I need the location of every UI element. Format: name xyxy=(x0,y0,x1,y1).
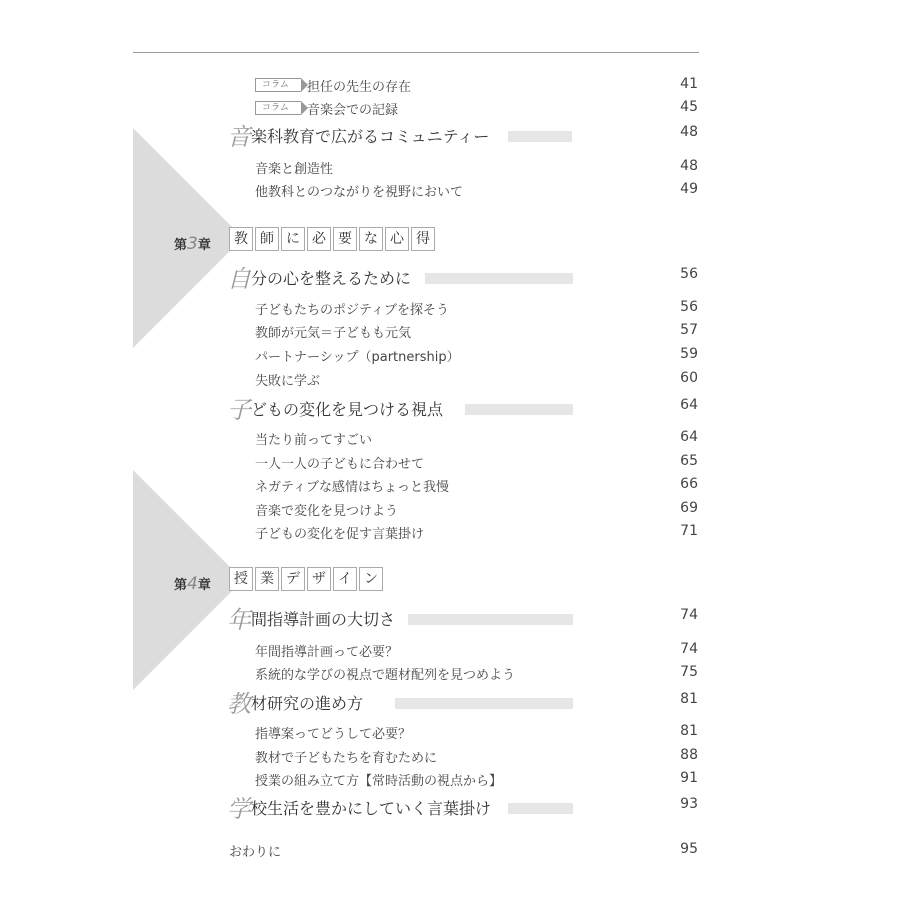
toc-entry-afterword[interactable] xyxy=(0,838,900,862)
page-number: 95 xyxy=(680,841,698,857)
decorative-bar xyxy=(395,698,573,709)
decorative-bar xyxy=(408,614,573,625)
entry-title: 年間指導計画って必要？ xyxy=(255,645,399,660)
chapter-prefix: 第 xyxy=(174,578,188,593)
decorative-bar xyxy=(508,803,573,814)
section-title: 分の心を整えるために xyxy=(251,269,412,288)
page-number: 59 xyxy=(680,346,698,362)
page-number: 64 xyxy=(680,397,698,413)
toc-entry[interactable] xyxy=(0,450,900,472)
toc-section-heading[interactable] xyxy=(0,117,900,151)
entry-title: 音楽会での記録 xyxy=(307,103,399,118)
page-number: 71 xyxy=(680,523,698,539)
toc-entry[interactable] xyxy=(0,319,900,341)
chapter-title-char: 授 xyxy=(229,567,253,591)
section-initial: 子 xyxy=(227,396,251,424)
toc-section-heading[interactable] xyxy=(0,390,900,424)
page-number: 91 xyxy=(680,770,698,786)
entry-title: 当たり前ってすごい xyxy=(255,433,373,448)
toc-section-heading[interactable] xyxy=(0,789,900,823)
page-number: 74 xyxy=(680,641,698,657)
chapter-title-char: イ xyxy=(333,567,357,591)
chapter-title-char: 心 xyxy=(385,227,409,251)
toc-column-entry[interactable] xyxy=(0,96,900,118)
toc-entry[interactable] xyxy=(0,497,900,519)
chapter-title-char: ザ xyxy=(307,567,331,591)
page-number: 75 xyxy=(680,664,698,680)
toc-entry[interactable] xyxy=(0,178,900,200)
toc-entry[interactable] xyxy=(0,155,900,177)
entry-title: 子どもの変化を促す言葉掛け xyxy=(255,527,425,542)
page-number: 74 xyxy=(680,607,698,623)
entry-title: 担任の先生の存在 xyxy=(307,80,412,95)
chapter-title-tiles xyxy=(229,227,437,251)
entry-title: 子どもたちのポジティブを探そう xyxy=(255,303,449,318)
page-number: 66 xyxy=(680,476,698,492)
toc-entry[interactable] xyxy=(0,720,900,742)
section-initial: 教 xyxy=(227,690,251,718)
toc-entry[interactable] xyxy=(0,426,900,448)
chapter-title-char: 必 xyxy=(307,227,331,251)
entry-title: 音楽と創造性 xyxy=(255,162,334,177)
page-number: 81 xyxy=(680,691,698,707)
page-number: 56 xyxy=(680,266,698,282)
toc-entry[interactable] xyxy=(0,744,900,766)
toc-section-heading[interactable] xyxy=(0,259,900,293)
toc-entry[interactable] xyxy=(0,296,900,318)
chapter-heading[interactable] xyxy=(0,226,900,256)
page-number: 48 xyxy=(680,124,698,140)
page-number: 45 xyxy=(680,99,698,115)
top-rule xyxy=(133,52,699,53)
chapter-title-char: デ xyxy=(281,567,305,591)
chapter-prefix: 第 xyxy=(174,238,188,253)
entry-title: 教材で子どもたちを育むために xyxy=(255,751,438,766)
chapter-title-char: 師 xyxy=(255,227,279,251)
entry-title: 教師が元気＝子どもも元気 xyxy=(255,326,412,341)
entry-title: 授業の組み立て方【常時活動の視点から】 xyxy=(255,774,503,789)
entry-title: 音楽で変化を見つけよう xyxy=(255,504,399,519)
chapter-heading[interactable] xyxy=(0,566,900,596)
chapter-digit: 3 xyxy=(187,234,198,254)
chapter-number xyxy=(174,234,211,254)
section-title: 間指導計画の大切さ xyxy=(251,610,396,629)
column-badge: コラム xyxy=(255,78,301,92)
page-number: 88 xyxy=(680,747,698,763)
toc-entry[interactable] xyxy=(0,638,900,660)
chapter-suffix: 章 xyxy=(197,578,211,593)
page-number: 93 xyxy=(680,796,698,812)
page-number: 81 xyxy=(680,723,698,739)
entry-title: 失敗に学ぶ xyxy=(255,374,321,389)
section-title: 校生活を豊かにしていく言葉掛け xyxy=(251,799,492,818)
entry-title: 他教科とのつながりを視野において xyxy=(255,185,464,200)
page-number: 48 xyxy=(680,158,698,174)
page-number: 56 xyxy=(680,299,698,315)
toc-entry[interactable] xyxy=(0,343,900,365)
decorative-bar xyxy=(465,404,573,415)
toc-entry[interactable] xyxy=(0,767,900,789)
entry-title: 指導案ってどうして必要？ xyxy=(255,727,412,742)
entry-title: ネガティブな感情はちょっと我慢 xyxy=(255,480,449,495)
column-badge: コラム xyxy=(255,101,301,115)
entry-title: 一人一人の子どもに合わせて xyxy=(255,457,425,472)
entry-title: パートナーシップ（partnership） xyxy=(255,350,460,365)
toc-section-heading[interactable] xyxy=(0,684,900,718)
chapter-title-char: な xyxy=(359,227,383,251)
chapter-title-char: 得 xyxy=(411,227,435,251)
section-title: どもの変化を見つける視点 xyxy=(251,400,444,419)
toc-section-heading[interactable] xyxy=(0,600,900,634)
entry-title: 系統的な学びの視点で題材配列を見つめよう xyxy=(255,668,516,683)
chapter-title-char: に xyxy=(281,227,305,251)
chapter-digit: 4 xyxy=(187,574,198,594)
section-initial: 年 xyxy=(227,606,251,634)
chapter-title-char: 業 xyxy=(255,567,279,591)
toc-entry[interactable] xyxy=(0,520,900,542)
page-number: 57 xyxy=(680,322,698,338)
toc-entry[interactable] xyxy=(0,661,900,683)
decorative-bar xyxy=(508,131,572,142)
page-number: 64 xyxy=(680,429,698,445)
page-number: 41 xyxy=(680,76,698,92)
section-title: 楽科教育で広がるコミュニティー xyxy=(251,127,490,146)
entry-title: おわりに xyxy=(229,845,282,860)
chapter-suffix: 章 xyxy=(197,238,211,253)
page-number: 65 xyxy=(680,453,698,469)
chapter-title-tiles xyxy=(229,567,385,591)
toc-column-entry[interactable] xyxy=(0,73,900,95)
decorative-bar xyxy=(425,273,573,284)
page-number: 60 xyxy=(680,370,698,386)
toc-entry[interactable] xyxy=(0,367,900,389)
chapter-title-char: ン xyxy=(359,567,383,591)
section-initial: 学 xyxy=(227,795,251,823)
chapter-title-char: 教 xyxy=(229,227,253,251)
section-initial: 自 xyxy=(227,265,251,293)
page-number: 69 xyxy=(680,500,698,516)
section-title: 材研究の進め方 xyxy=(251,694,364,713)
chapter-number xyxy=(174,574,211,594)
toc-entry[interactable] xyxy=(0,473,900,495)
section-initial: 音 xyxy=(227,123,251,151)
page-number: 49 xyxy=(680,181,698,197)
chapter-title-char: 要 xyxy=(333,227,357,251)
